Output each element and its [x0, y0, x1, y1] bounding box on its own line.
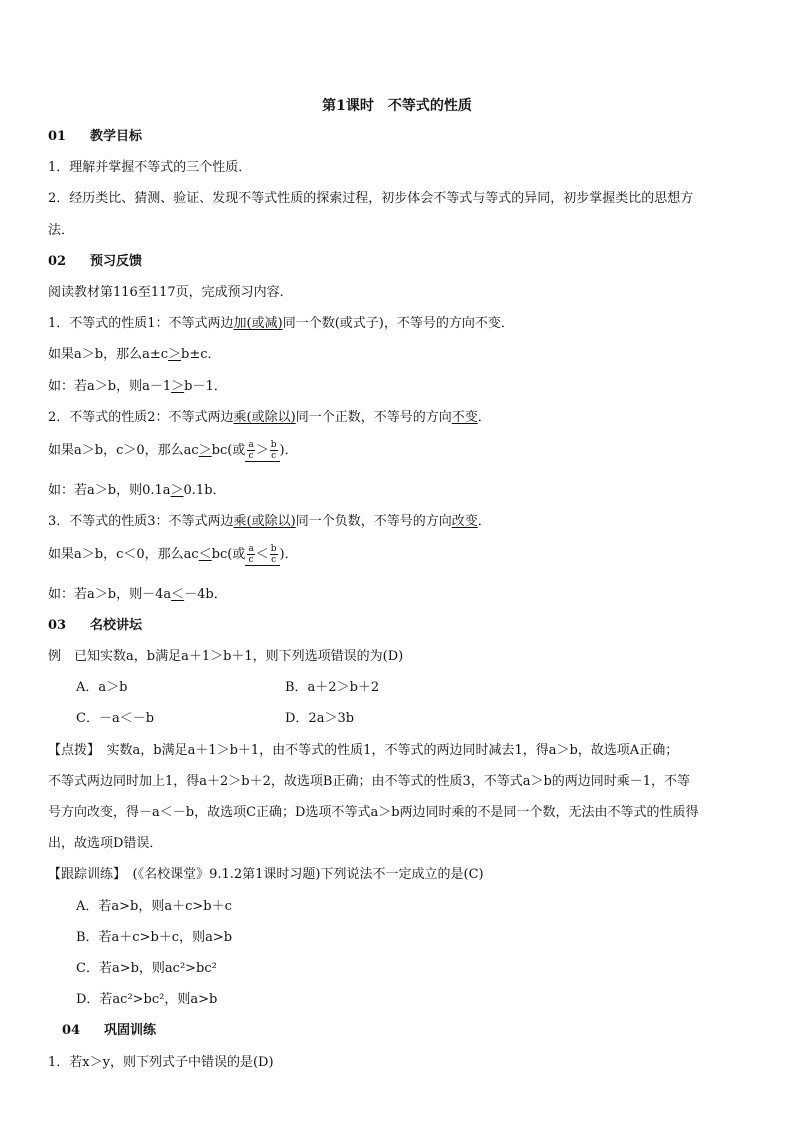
tracking-option-a: A．若a>b，则a＋c>b＋c	[76, 899, 232, 914]
property-3: 3．不等式的性质3：不等式两边乘(或除以)同一个负数，不等号的方向改变．	[48, 514, 491, 529]
section-title: 巩固训练	[104, 1023, 157, 1038]
section-number: 02	[48, 254, 67, 269]
section-number: 01	[48, 129, 67, 144]
blank-answer: 加(或减)	[233, 316, 283, 331]
example-option-d: D．2a＞3b	[285, 711, 355, 726]
blank-answer: 乘(或除以)	[233, 410, 296, 425]
reading-instruction: 阅读教材第116至117页，完成预习内容．	[48, 285, 293, 300]
property-2: 2．不等式的性质2：不等式两边乘(或除以)同一个正数，不等号的方向不变．	[48, 410, 491, 425]
section-heading-practice	[62, 1022, 156, 1040]
section-number: 03	[48, 618, 67, 633]
tracking-exercise: 【跟踪训练】 (《名校课堂》9.1.2第1课时习题)下列说法不一定成立的是(C)	[48, 867, 484, 882]
tip-line-3: 号方向改变，得－a＜－b，故选项C正确；D选项不等式a＞b两边同时乘的不是同一个数，无法由不等式的性质得	[48, 805, 699, 820]
practice-question-1: 1．若x＞y，则下列式子中错误的是(D)	[48, 1055, 274, 1070]
property-1: 1．不等式的性质1：不等式两边加(或减)同一个数(或式子)，不等号的方向不变．	[48, 316, 514, 331]
section-title: 教学目标	[90, 129, 143, 144]
fraction-answer: $\frac{a}{c}$ ＜ $\frac{b}{c}$	[245, 544, 279, 566]
property-2-instance: 如：若a＞b，则0.1a＞0.1b．	[48, 483, 226, 498]
blank-answer: ＞	[170, 483, 184, 498]
property-3-instance: 如：若a＞b，则－4a＜－4b．	[48, 587, 227, 602]
blank-answer: ＜	[198, 547, 212, 562]
fraction-answer: $\frac{a}{c}$ ＞ $\frac{b}{c}$	[245, 440, 279, 462]
page-title: 第1课时 不等式的性质	[322, 98, 472, 114]
blank-answer: 乘(或除以)	[233, 514, 296, 529]
section-title: 预习反馈	[90, 254, 143, 269]
blank-answer: ＞	[168, 347, 182, 362]
blank-answer: ＞	[198, 443, 212, 458]
section-title: 名校讲坛	[90, 618, 143, 633]
blank-answer: 不变	[451, 410, 478, 425]
tip-line-4: 出，故选项D错误．	[48, 836, 163, 851]
tracking-option-b: B．若a＋c>b＋c，则a>b	[76, 930, 233, 945]
tracking-option-c: C．若a>b，则ac²>bc²	[76, 961, 217, 976]
example-question: 例 已知实数a，b满足a＋1＞b＋1，则下列选项错误的为(D)	[48, 649, 404, 664]
tip-line-1: 【点拨】 实数a，b满足a＋1＞b＋1，由不等式的性质1，不等式的两边同时减去1，得a＞b，故选项A正确；	[48, 743, 679, 758]
section-number: 04	[62, 1023, 81, 1038]
property-2-example: 如果a＞b，c＞0，那么ac＞bc(或 $\frac{a}{c}$ ＞ $\frac{b}{c}$ )．	[48, 440, 298, 461]
goal-2-line-1: 2．经历类比、猜测、验证、发现不等式性质的探索过程，初步体会不等式与等式的异同，初步掌握类比的思想方	[48, 191, 694, 206]
blank-answer: ＞	[171, 379, 185, 394]
section-heading-lecture	[48, 617, 142, 635]
tracking-option-d: D．若ac²>bc²，则a>b	[76, 992, 218, 1007]
property-1-instance: 如：若a＞b，则a－1＞b－1．	[48, 379, 227, 394]
goal-2-line-2: 法．	[48, 223, 75, 238]
tip-line-2: 不等式两边同时加上1，得a＋2＞b＋2，故选项B正确；由不等式的性质3，不等式a＞b的两边同时乘－1，不等	[48, 774, 691, 789]
example-option-b: B．a＋2＞b＋2	[285, 680, 380, 695]
blank-answer: ＜	[171, 587, 185, 602]
goal-1: 1．理解并掌握不等式的三个性质．	[48, 160, 252, 175]
blank-answer: 改变	[451, 514, 478, 529]
section-heading-objectives	[48, 128, 142, 146]
example-option-a: A．a＞b	[76, 680, 128, 695]
property-1-example: 如果a＞b，那么a±c＞b±c．	[48, 347, 221, 362]
property-3-example: 如果a＞b，c＜0，那么ac＜bc(或 $\frac{a}{c}$ ＜ $\frac{b}{c}$ )．	[48, 544, 298, 565]
section-heading-preview	[48, 253, 142, 271]
example-option-c: C．－a＜－b	[76, 711, 155, 726]
